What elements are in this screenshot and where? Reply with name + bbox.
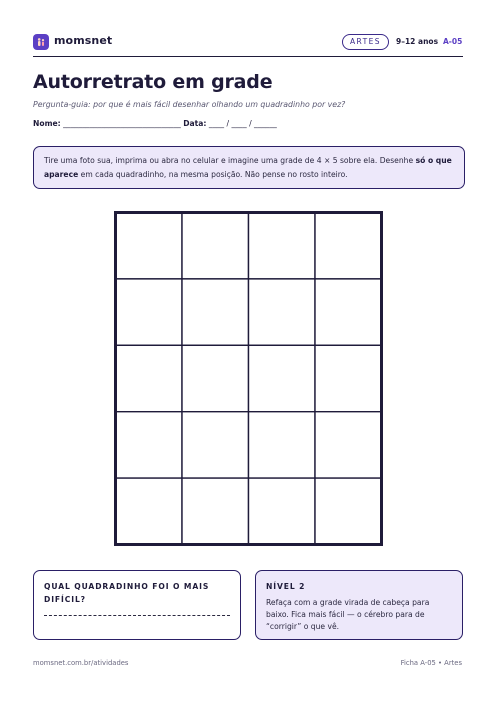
level-text: Refaça com a grade virada de cabeça para baixo. Fica mais fácil — o cérebro para de “corrigir” o que vê. xyxy=(266,598,430,631)
drawing-grid[interactable] xyxy=(114,211,383,546)
guide-question: Pergunta-guia: por que é mais fácil desenhar olhando um quadradinho por vez? xyxy=(33,100,346,109)
instructions-box xyxy=(33,146,465,189)
grid-cell[interactable] xyxy=(182,345,249,411)
instructions-text-end: em cada quadradinho, na mesma posição. Não pense no rosto inteiro. xyxy=(78,169,348,179)
grid-cell[interactable] xyxy=(116,279,183,345)
name-date-line xyxy=(33,119,277,128)
grid-cell[interactable] xyxy=(315,279,382,345)
grid-cell[interactable] xyxy=(116,478,183,544)
date-field[interactable]: ____ / ____ / ______ xyxy=(208,119,277,128)
grid-cell[interactable] xyxy=(182,279,249,345)
subject-badge: ARTES xyxy=(342,34,389,50)
family-icon xyxy=(33,34,49,50)
header-divider xyxy=(33,56,463,57)
brand-name: momsnet xyxy=(54,34,113,47)
grid-cell[interactable] xyxy=(249,279,316,345)
grid-cell[interactable] xyxy=(182,478,249,544)
drawing-grid-svg xyxy=(114,211,383,546)
grid-cell[interactable] xyxy=(249,213,316,279)
grid-cell[interactable] xyxy=(249,478,316,544)
grid-cell[interactable] xyxy=(116,412,183,478)
grid-cell[interactable] xyxy=(182,213,249,279)
grid-cell[interactable] xyxy=(315,412,382,478)
answer-line[interactable] xyxy=(44,615,230,616)
footer-sheet-info: Ficha A-05 • Artes xyxy=(400,659,462,667)
grid-cell[interactable] xyxy=(116,345,183,411)
question-box xyxy=(33,570,241,640)
sheet-code: A-05 xyxy=(443,37,463,46)
grid-cell[interactable] xyxy=(315,478,382,544)
grid-cell[interactable] xyxy=(249,345,316,411)
level-box xyxy=(255,570,463,640)
grid-cell[interactable] xyxy=(182,412,249,478)
instructions-text-start: Tire uma foto sua, imprima ou abra no celular e imagine uma grade de 4 × 5 sobre ela. Desenhe xyxy=(44,156,416,165)
name-label: Nome: xyxy=(33,119,61,128)
date-label: Data: xyxy=(183,119,207,128)
header xyxy=(33,33,463,53)
grid-cell[interactable] xyxy=(116,213,183,279)
question-title: QUAL QUADRADINHO FOI O MAIS DIFÍCIL? xyxy=(44,582,210,604)
grid-cell[interactable] xyxy=(249,412,316,478)
age-range: 9–12 anos xyxy=(396,37,439,46)
grid-cell[interactable] xyxy=(315,213,382,279)
page-title: Autorretrato em grade xyxy=(33,71,273,93)
level-title: NÍVEL 2 xyxy=(266,582,306,591)
footer-url: momsnet.com.br/atividades xyxy=(33,659,129,667)
grid-cell[interactable] xyxy=(315,345,382,411)
name-field[interactable]: _______________________________ xyxy=(63,119,181,128)
instructions-emphasis: só o que aparece xyxy=(44,156,452,179)
